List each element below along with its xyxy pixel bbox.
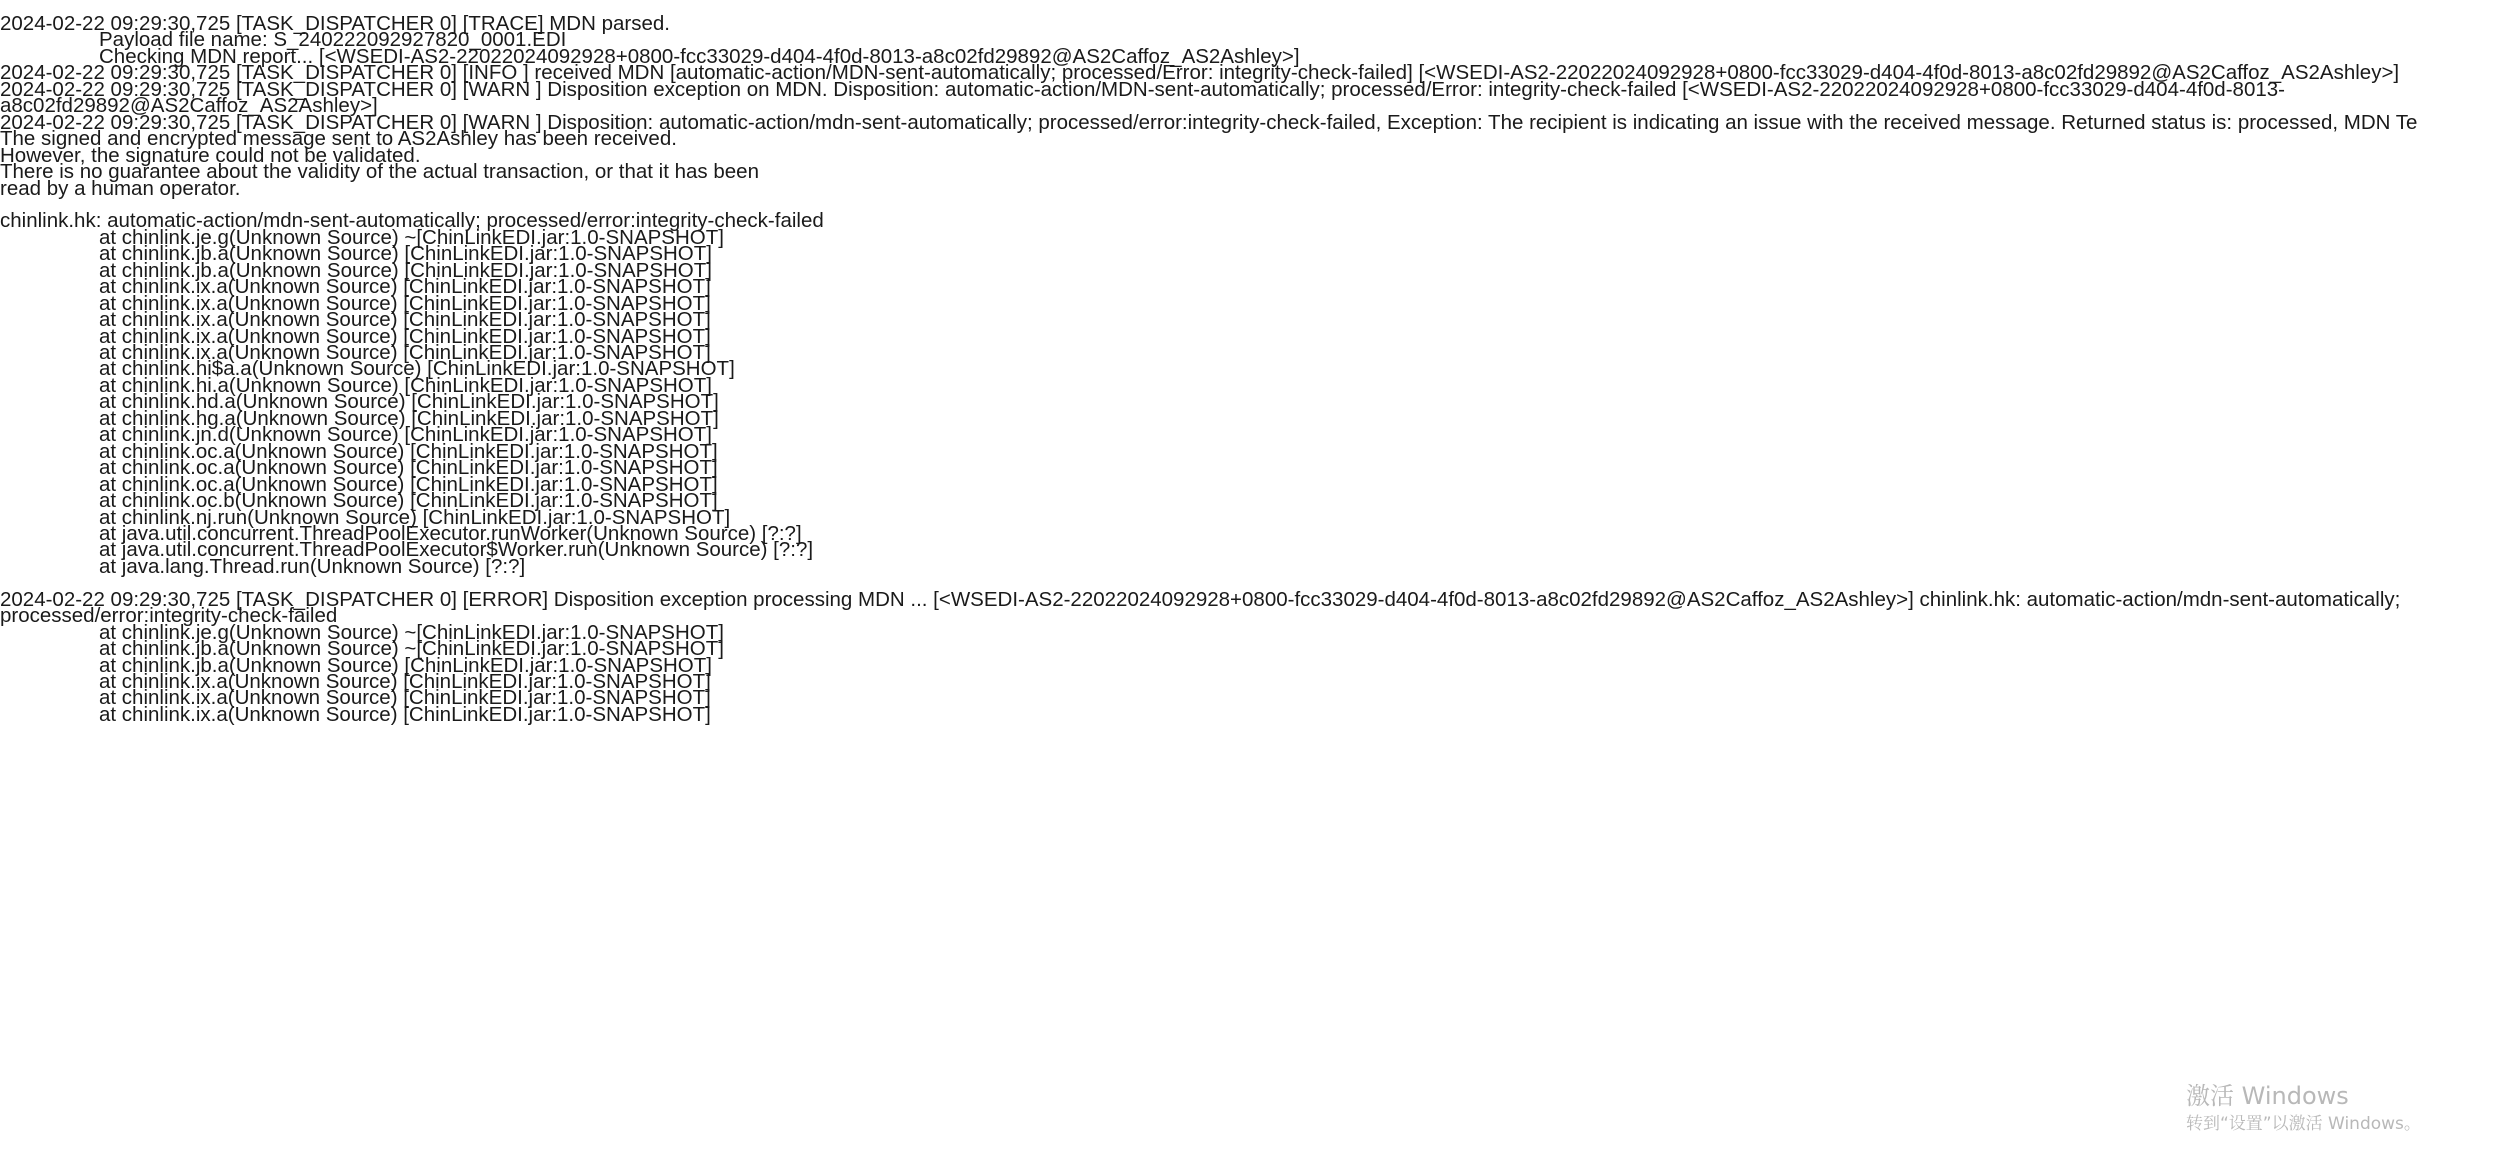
log-line: Checking MDN report... [<WSEDI-AS2-22022024092928+0800-fcc33029-d404-4f0d-8013-a8c02fd29892@AS2Caffoz_AS2Ashley>] xyxy=(99,44,1300,68)
log-line: at chinlink.jb.a(Unknown Source) [ChinLinkEDI.jar:1.0-SNAPSHOT] xyxy=(99,242,712,266)
log-line: 2024-02-22 09:29:30,725 [TASK_DISPATCHER 0] [WARN ] Disposition exception on MDN. Disposition: automatic-action/MDN-sent-automatically; processed/Error: integrity-check-failed [<WSEDI-AS2-22022024092928+0800-fcc33029-d404-4f0d-8013- xyxy=(0,77,2285,101)
log-line: at chinlink.oc.b(Unknown Source) [ChinLinkEDI.jar:1.0-SNAPSHOT] xyxy=(99,489,718,513)
log-line: at chinlink.ix.a(Unknown Source) [ChinLinkEDI.jar:1.0-SNAPSHOT] xyxy=(99,275,711,299)
log-line: at chinlink.ix.a(Unknown Source) [ChinLinkEDI.jar:1.0-SNAPSHOT] xyxy=(99,686,711,710)
log-line: at chinlink.oc.a(Unknown Source) [ChinLinkEDI.jar:1.0-SNAPSHOT] xyxy=(99,472,718,496)
log-line: There is no guarantee about the validity of the actual transaction, or that it has been xyxy=(0,160,759,184)
log-line: at chinlink.je.g(Unknown Source) ~[ChinLinkEDI.jar:1.0-SNAPSHOT] xyxy=(99,225,724,249)
log-line: at java.lang.Thread.run(Unknown Source) [?:?] xyxy=(99,554,526,578)
log-line: at chinlink.je.g(Unknown Source) ~[ChinLinkEDI.jar:1.0-SNAPSHOT] xyxy=(99,620,724,644)
log-line: at chinlink.jn.d(Unknown Source) [ChinLinkEDI.jar:1.0-SNAPSHOT] xyxy=(99,423,712,447)
watermark-subtitle: 转到“设置”以激活 Windows。 xyxy=(2186,1114,2421,1134)
watermark-title: 激活 Windows xyxy=(2186,1082,2349,1110)
log-line: at java.util.concurrent.ThreadPoolExecutor$Worker.run(Unknown Source) [?:?] xyxy=(99,538,814,562)
log-line: at java.util.concurrent.ThreadPoolExecutor.runWorker(Unknown Source) [?:?] xyxy=(99,521,802,545)
log-line: 2024-02-22 09:29:30,725 [TASK_DISPATCHER 0] [WARN ] Disposition: automatic-action/mdn-sent-automatically; processed/error:integrity-check-failed, Exception: The recipient is indicating an issue with the received message. Returned status is: processed, MDN Te xyxy=(0,110,2418,134)
log-line: at chinlink.nj.run(Unknown Source) [ChinLinkEDI.jar:1.0-SNAPSHOT] xyxy=(99,505,731,529)
log-line: at chinlink.oc.a(Unknown Source) [ChinLinkEDI.jar:1.0-SNAPSHOT] xyxy=(99,456,718,480)
log-line: 2024-02-22 09:29:30,725 [TASK_DISPATCHER 0] [TRACE] MDN parsed. xyxy=(0,12,670,35)
log-line: at chinlink.ix.a(Unknown Source) [ChinLinkEDI.jar:1.0-SNAPSHOT] xyxy=(99,341,711,364)
log-line: at chinlink.jb.a(Unknown Source) [ChinLinkEDI.jar:1.0-SNAPSHOT] xyxy=(99,653,712,677)
log-line: at chinlink.jb.a(Unknown Source) ~[ChinLinkEDI.jar:1.0-SNAPSHOT] xyxy=(99,637,724,661)
log-line: at chinlink.hd.a(Unknown Source) [ChinLinkEDI.jar:1.0-SNAPSHOT] xyxy=(99,390,719,414)
log-line: at chinlink.hi.a(Unknown Source) [ChinLinkEDI.jar:1.0-SNAPSHOT] xyxy=(99,373,712,397)
log-line: chinlink.hk: automatic-action/mdn-sent-automatically; processed/error:integrity-check-failed xyxy=(0,209,824,233)
log-line: 2024-02-22 09:29:30,725 [TASK_DISPATCHER 0] [INFO ] received MDN [automatic-action/MDN-sent-automatically; processed/Error: integrity-check-failed] [<WSEDI-AS2-22022024092928+0800-fcc33029-d404-4f0d-8013-a8c02fd29892@AS2Caffoz_AS2Ashley>] xyxy=(0,61,2400,85)
log-line: Payload file name: S_240222092927820_0001.EDI xyxy=(99,28,567,52)
log-line: 2024-02-22 09:29:30,725 [TASK_DISPATCHER 0] [ERROR] Disposition exception processing MDN ... [<WSEDI-AS2-22022024092928+0800-fcc33029-d404-4f0d-8013-a8c02fd29892@AS2Caffoz_AS2Ashley>] chinlink.hk: automatic-action/mdn-sent-automatically; xyxy=(0,587,2401,611)
log-line: at chinlink.jb.a(Unknown Source) [ChinLinkEDI.jar:1.0-SNAPSHOT] xyxy=(99,258,712,282)
log-line: at chinlink.hi$a.a(Unknown Source) [ChinLinkEDI.jar:1.0-SNAPSHOT] xyxy=(99,357,735,381)
log-line: a8c02fd29892@AS2Caffoz_AS2Ashley>] xyxy=(0,94,378,118)
windows-activation-watermark xyxy=(2186,1080,2421,1136)
log-line: The signed and encrypted message sent to AS2Ashley has been received. xyxy=(0,127,677,151)
log-line: at chinlink.ix.a(Unknown Source) [ChinLinkEDI.jar:1.0-SNAPSHOT] xyxy=(99,324,711,348)
log-line: at chinlink.ix.a(Unknown Source) [ChinLinkEDI.jar:1.0-SNAPSHOT] xyxy=(99,670,711,693)
log-line: at chinlink.ix.a(Unknown Source) [ChinLinkEDI.jar:1.0-SNAPSHOT] xyxy=(99,291,711,315)
log-line: at chinlink.ix.a(Unknown Source) [ChinLinkEDI.jar:1.0-SNAPSHOT] xyxy=(99,308,711,332)
log-line: at chinlink.oc.a(Unknown Source) [ChinLinkEDI.jar:1.0-SNAPSHOT] xyxy=(99,439,718,463)
log-line: read by a human operator. xyxy=(0,176,241,200)
log-line: However, the signature could not be validated. xyxy=(0,143,421,167)
log-line: processed/error:integrity-check-failed xyxy=(0,604,338,628)
log-line: at chinlink.hg.a(Unknown Source) [ChinLinkEDI.jar:1.0-SNAPSHOT] xyxy=(99,406,719,430)
log-line: at chinlink.ix.a(Unknown Source) [ChinLinkEDI.jar:1.0-SNAPSHOT] xyxy=(99,702,711,726)
